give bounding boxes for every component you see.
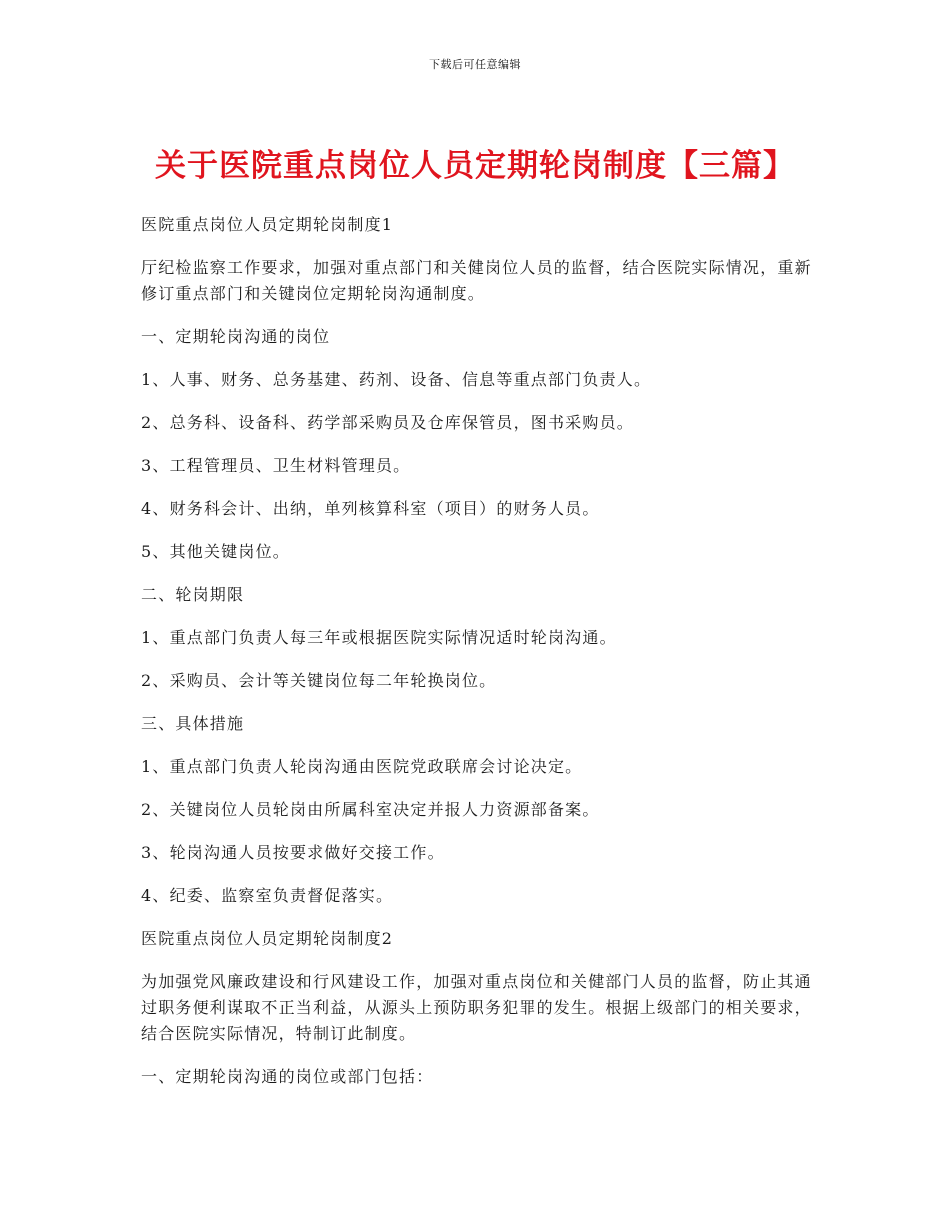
list-item: 2、总务科、设备科、药学部采购员及仓库保管员，图书采购员。 <box>141 413 634 432</box>
paragraph: 为加强党风廉政建设和行风建设工作，加强对重点岗位和关健部门人员的监督，防止其通过职务便利谋取不正当利益，从源头上预防职务犯罪的发生。根据上级部门的相关要求，结合医院实际情况，特制订此制度。 <box>141 972 812 1043</box>
list-item: 4、纪委、监察室负责督促落实。 <box>141 886 394 905</box>
section-heading: 三、具体措施 <box>141 714 245 733</box>
list-item: 1、重点部门负责人轮岗沟通由医院党政联席会讨论决定。 <box>141 757 583 776</box>
document-body <box>141 212 816 1107</box>
list-item: 1、人事、财务、总务基建、药剂、设备、信息等重点部门负责人。 <box>141 370 652 389</box>
header-note: 下载后可任意编辑 <box>429 58 521 71</box>
list-item: 3、轮岗沟通人员按要求做好交接工作。 <box>141 843 445 862</box>
list-item: 4、财务科会计、出纳，单列核算科室（项目）的财务人员。 <box>141 499 600 518</box>
paragraph: 厅纪检监察工作要求，加强对重点部门和关健岗位人员的监督，结合医院实际情况，重新修订重点部门和关键岗位定期轮岗沟通制度。 <box>141 258 812 303</box>
section-heading: 一、定期轮岗沟通的岗位 <box>141 327 331 346</box>
section-heading: 医院重点岗位人员定期轮岗制度1 <box>141 215 394 234</box>
section-heading: 二、轮岗期限 <box>141 585 245 604</box>
section-heading: 一、定期轮岗沟通的岗位或部门包括： <box>141 1067 434 1086</box>
list-item: 2、采购员、会计等关键岗位每二年轮换岗位。 <box>141 671 497 690</box>
section-heading: 医院重点岗位人员定期轮岗制度2 <box>141 929 394 948</box>
document-title: 关于医院重点岗位人员定期轮岗制度【三篇】 <box>155 148 795 184</box>
list-item: 2、关键岗位人员轮岗由所属科室决定并报人力资源部备案。 <box>141 800 600 819</box>
list-item: 1、重点部门负责人每三年或根据医院实际情况适时轮岗沟通。 <box>141 628 617 647</box>
list-item: 3、工程管理员、卫生材料管理员。 <box>141 456 411 475</box>
list-item: 5、其他关键岗位。 <box>141 542 290 561</box>
